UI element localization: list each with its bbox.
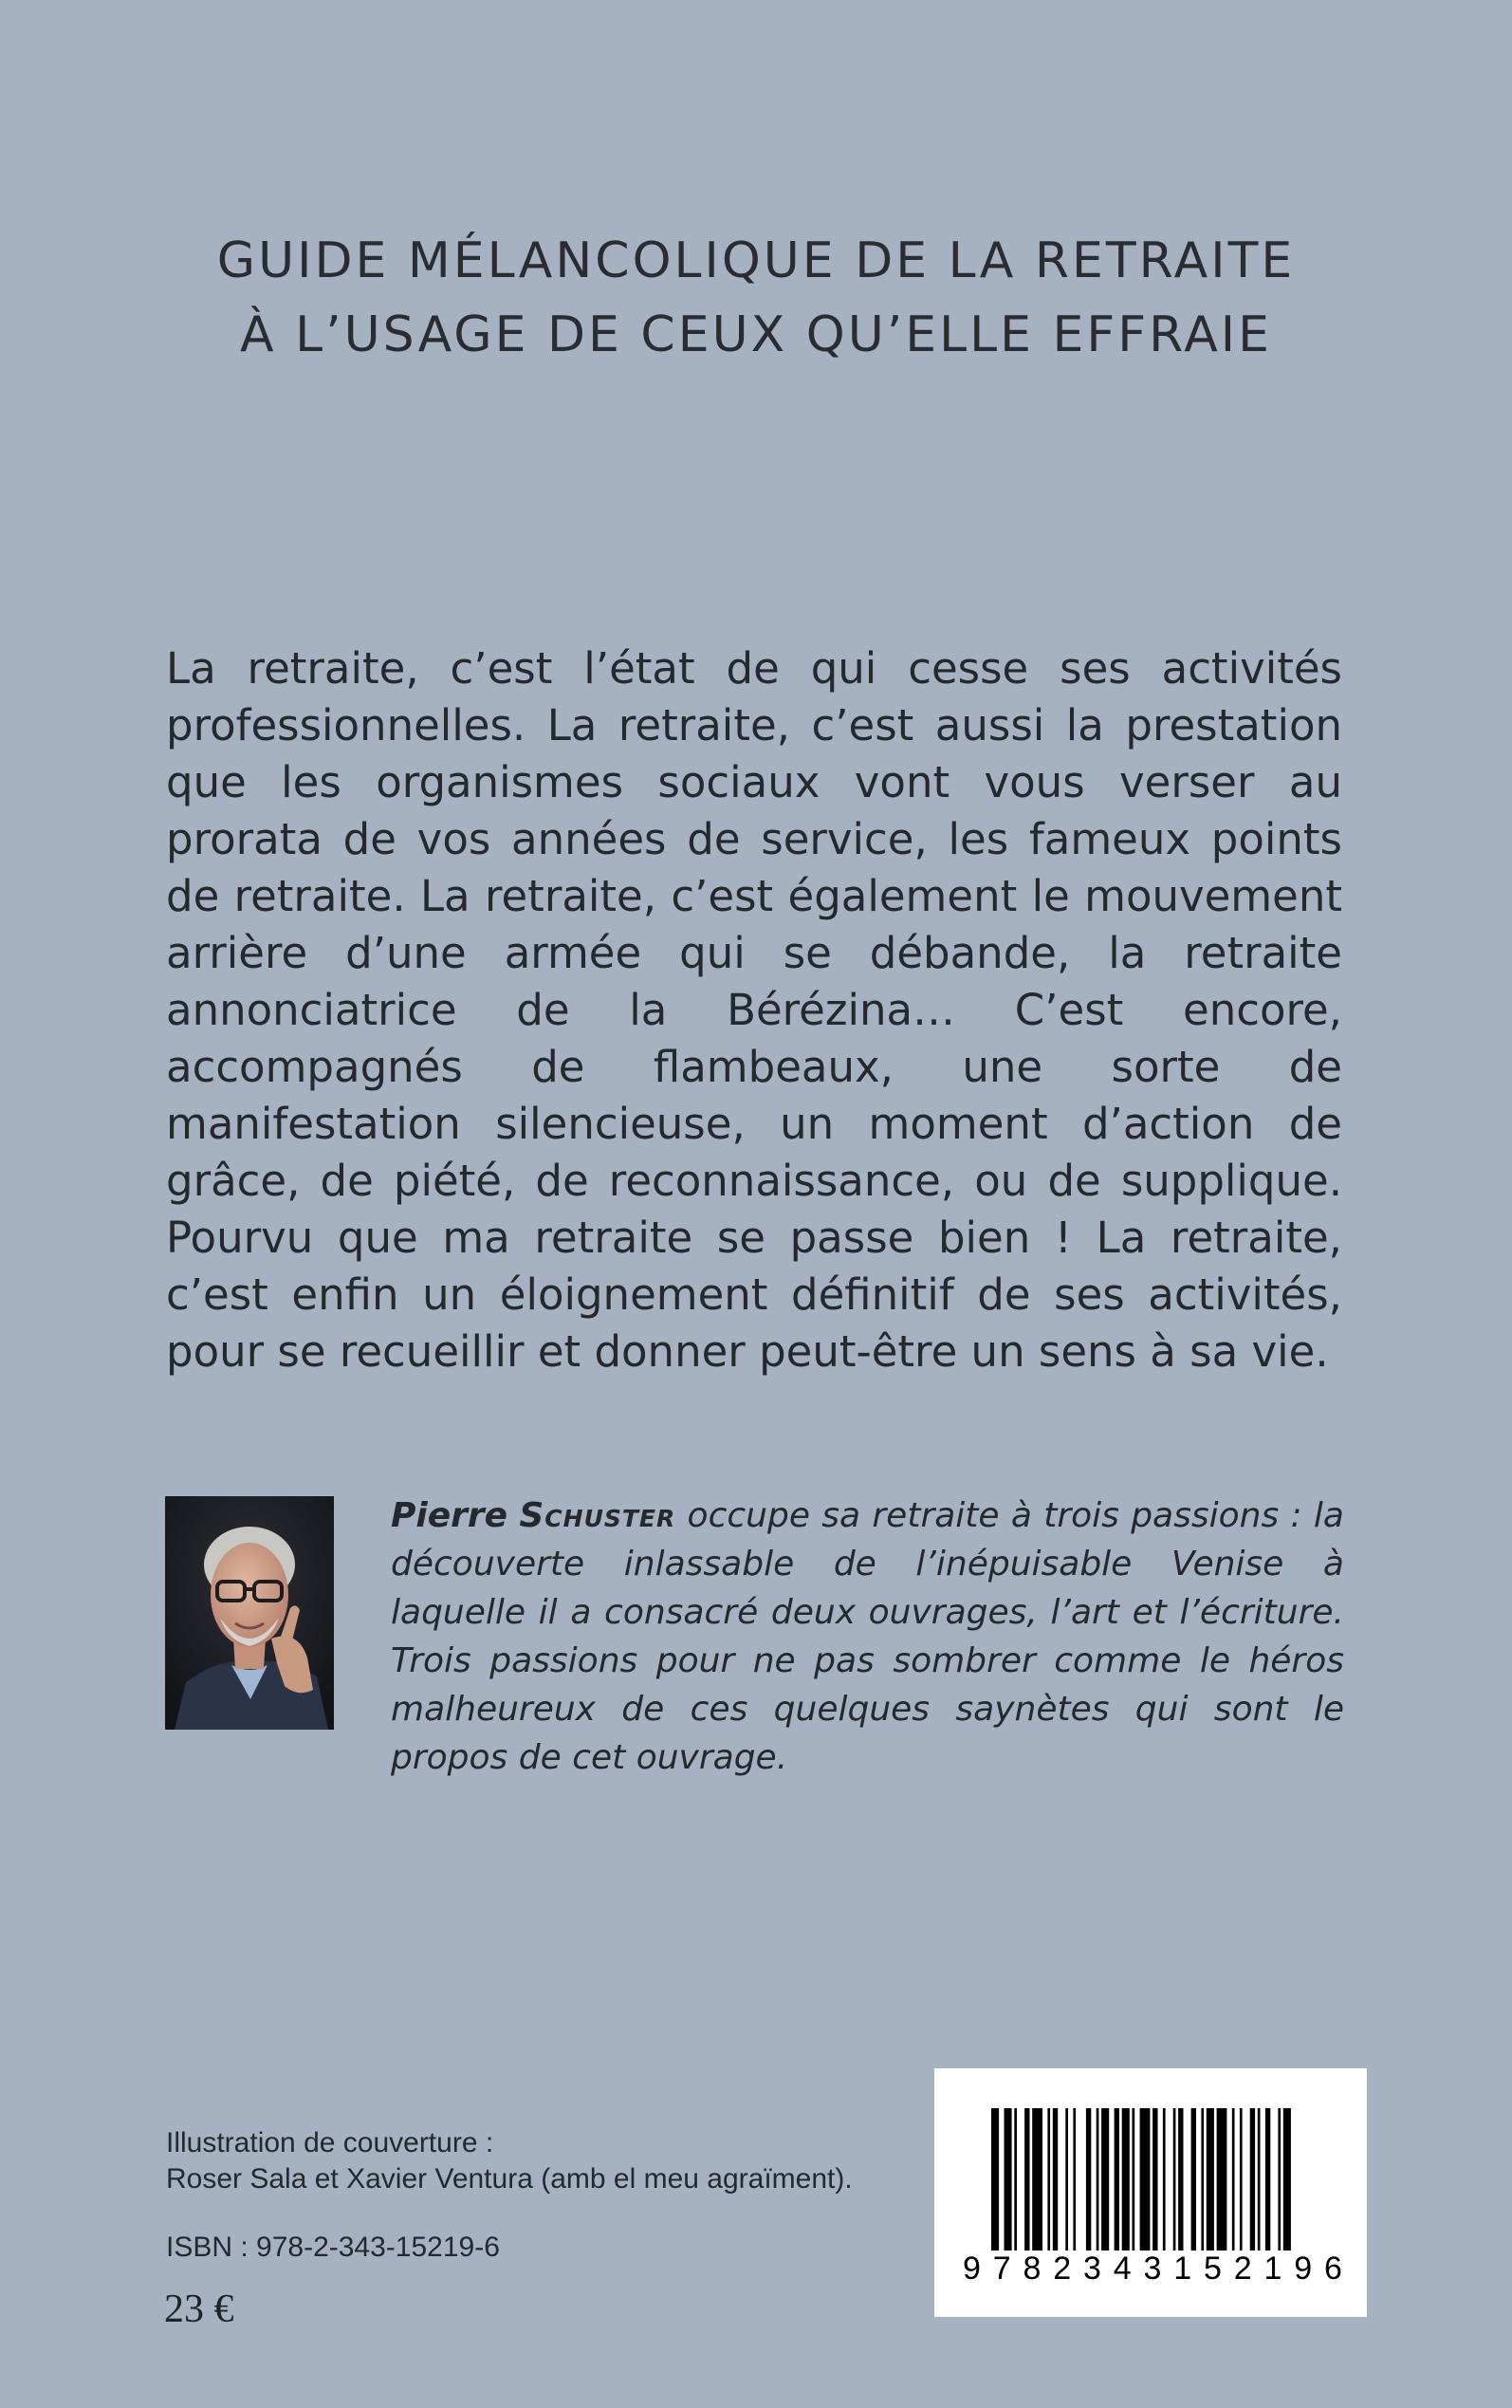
barcode-digit: 1 (1263, 2251, 1282, 2287)
barcode-bar (1240, 2108, 1243, 2251)
barcode-digits (963, 2251, 1342, 2288)
barcode-digit: 2 (1053, 2251, 1072, 2287)
book-title (0, 224, 1512, 372)
author-portrait-icon (165, 1496, 334, 1730)
barcode-bar (1250, 2108, 1255, 2251)
barcode-bar (1073, 2108, 1076, 2251)
barcode-bar (1217, 2108, 1227, 2251)
author-last-name: Schuster (519, 1496, 676, 1535)
illustration-credits-label: Illustration de couverture : (166, 2127, 494, 2158)
barcode-bar (1265, 2108, 1270, 2251)
barcode-digit: 7 (992, 2251, 1011, 2287)
author-bio-text: occupe sa retraite à trois passions : la découverte inlassable de l’inépuisable Venise à laquelle il a consacré deux ouvrages, l’art et l’écriture. Trois passions pour ne pas sombrer comme le héros malheureux de ces quelques saynètes qui sont le propos de cet ouvrage. (391, 1496, 1344, 1777)
barcode-bar (1097, 2108, 1099, 2251)
barcode-bar (1191, 2108, 1196, 2251)
barcode-digit: 2 (1233, 2251, 1252, 2287)
barcode-bar (1140, 2108, 1151, 2251)
barcode-bar (1053, 2108, 1058, 2251)
illustration-credits (166, 2125, 853, 2197)
barcode-digit: 6 (1324, 2251, 1342, 2287)
barcode-bar (1173, 2108, 1176, 2251)
barcode-digit: 4 (1113, 2251, 1132, 2287)
barcode-bar (1152, 2108, 1157, 2251)
barcode-bar (1232, 2108, 1235, 2251)
barcode-bar (1101, 2108, 1109, 2251)
barcode-digit: 5 (1204, 2251, 1222, 2287)
illustration-credits-names: Roser Sala et Xavier Ventura (amb el meu agraïment). (166, 2163, 853, 2195)
barcode-bars (991, 2108, 1310, 2251)
author-bio (391, 1491, 1344, 1782)
barcode-bar (1024, 2108, 1029, 2251)
barcode-bar (1122, 2108, 1130, 2251)
barcode-bar (991, 2108, 999, 2251)
barcode-bar (1178, 2108, 1183, 2251)
barcode-bar (1201, 2108, 1204, 2251)
barcode-bar (1065, 2108, 1068, 2251)
price-text: 23 € (164, 2288, 234, 2331)
barcode-digit: 9 (1294, 2251, 1313, 2287)
barcode-bar (1283, 2108, 1291, 2251)
barcode-bar (1086, 2108, 1091, 2251)
barcode-bar (1014, 2108, 1017, 2251)
barcode-bar (1278, 2108, 1281, 2251)
barcode-digit: 9 (963, 2251, 981, 2287)
barcode-digit: 1 (1173, 2251, 1192, 2287)
barcode-bar (1207, 2108, 1214, 2251)
barcode-bar (1032, 2108, 1042, 2251)
book-title-line-2: À L’USAGE DE CEUX QU’ELLE EFFRAIE (240, 306, 1272, 363)
barcode-bar (1047, 2108, 1050, 2251)
barcode-digit: 8 (1023, 2251, 1042, 2287)
barcode-bar (1163, 2108, 1166, 2251)
isbn-text: ISBN : 978-2-343-15219-6 (166, 2232, 500, 2263)
book-title-line-1: GUIDE MÉLANCOLIQUE DE LA RETRAITE (216, 232, 1296, 289)
author-photo (165, 1496, 334, 1730)
barcode (934, 2068, 1367, 2317)
back-cover-blurb: La retraite, c’est l’état de qui cesse ses activités professionnelles. La retraite, c’est aussi la prestation que les organismes sociaux vont vous verser au prorata de vos années de service, les fameux points de retraite. La retraite, c’est également le mouvement arrière d’une armée qui se débande, la retraite annonciatrice de la Bérézina… C’est encore, accompagnés de flambeaux, une sorte de manifestation silencieuse, un moment d’action de grâce, de piété, de reconnaissance, ou de supplique. Pourvu que ma retraite se passe bien ! La retraite, c’est enfin un éloignement définitif de ses activités, pour se recueillir et donner peut-être un sens à sa vie. (166, 643, 1342, 1377)
barcode-bar (1005, 2108, 1012, 2251)
barcode-digit: 3 (1143, 2251, 1162, 2287)
barcode-digit: 3 (1083, 2251, 1101, 2287)
barcode-bar (1133, 2108, 1135, 2251)
barcode-bar (1258, 2108, 1261, 2251)
barcode-bar (1115, 2108, 1119, 2251)
author-first-name: Pierre (391, 1496, 508, 1535)
